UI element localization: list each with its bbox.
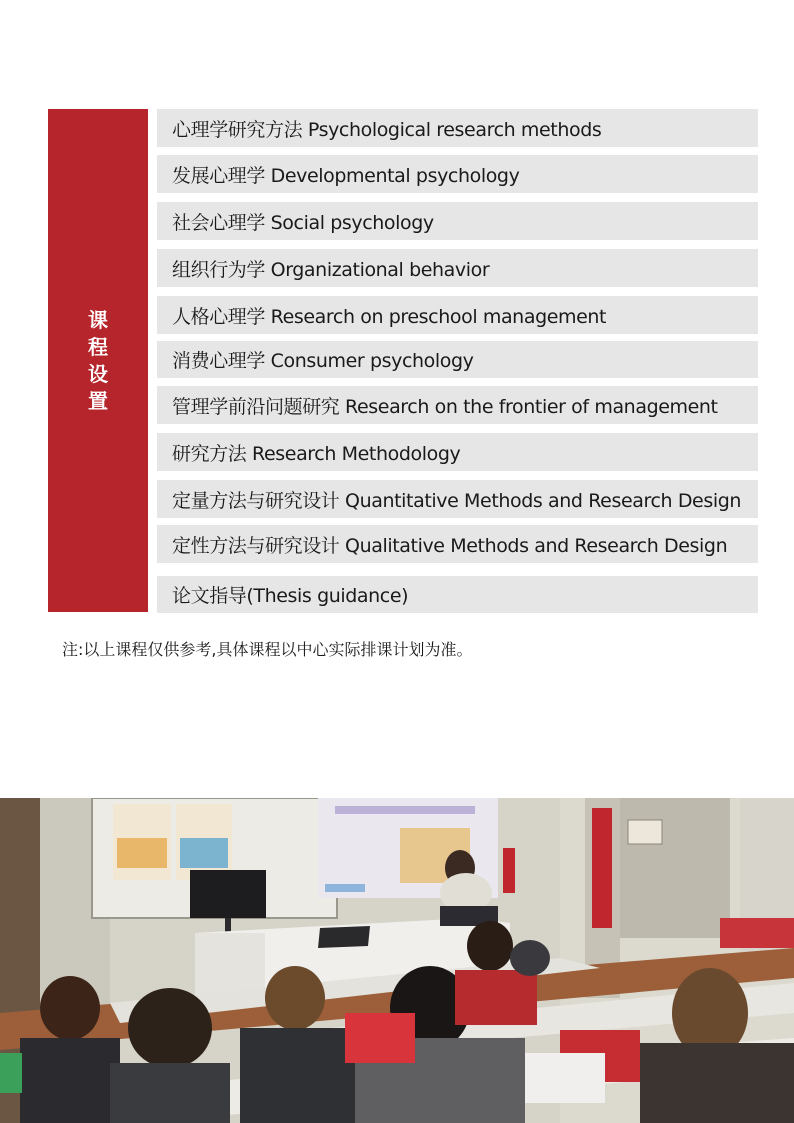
section-label-bar <box>48 109 148 612</box>
footnote: 注:以上课程仅供参考,具体课程以中心实际排课计划为准。 <box>62 640 473 659</box>
course-item-9: 定量方法与研究设计 Quantitative Methods and Research Design <box>157 480 758 518</box>
course-item-5: 人格心理学 Research on preschool management <box>157 296 758 334</box>
course-item-7: 管理学前沿问题研究 Research on the frontier of management <box>157 386 758 424</box>
course-item-11: 论文指导(Thesis guidance) <box>157 576 758 613</box>
classroom-photo <box>0 798 794 1123</box>
course-item-8: 研究方法 Research Methodology <box>157 433 758 471</box>
course-item-4: 组织行为学 Organizational behavior <box>157 249 758 287</box>
course-item-6: 消费心理学 Consumer psychology <box>157 341 758 378</box>
course-item-1: 心理学研究方法 Psychological research methods <box>157 109 758 147</box>
course-item-10: 定性方法与研究设计 Qualitative Methods and Research Design <box>157 525 758 563</box>
course-item-3: 社会心理学 Social psychology <box>157 202 758 240</box>
course-item-2: 发展心理学 Developmental psychology <box>157 155 758 193</box>
section-label: 课程设置 <box>88 307 108 413</box>
